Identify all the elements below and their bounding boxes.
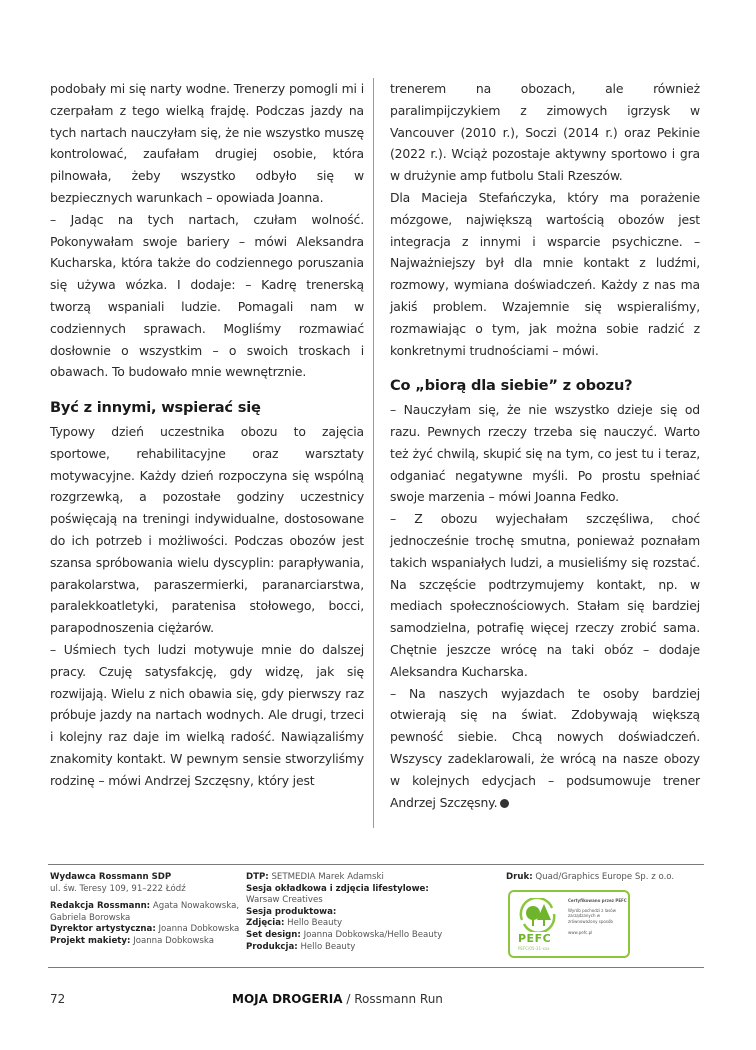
dtp-label: DTP:	[246, 872, 269, 882]
paragraph-text: – Na naszych wyjazdach te osoby bardziej otwierają się na świat. Zdobywają większą pewność siebie. Chcą nowych doświadczeń. Wszyscy zadeklarowali, że wrócą na nasze obozy w kolejnych edycjach – podsumowuje trener Andrzej Szczęsny.	[390, 685, 700, 810]
paragraph: – Nauczyłam się, że nie wszystko dzieje się od razu. Pewnych rzeczy trzeba się nauczyć. Warto też żyć chwilą, skupić się na tym, co jest tu i teraz, odganiać negatywne myśli. Po prostu spełniać swoje marzenia – mówi Joanna Fedko.	[390, 402, 700, 505]
editorial-value: Agata Nowakowska, Gabriela Borowska	[50, 901, 240, 923]
paragraph	[390, 683, 700, 814]
paragraph: – Jadąc na tych nartach, czułam wolność. Pokonywałam swoje bariery – mówi Aleksandra Kucharska, która także do codziennego poruszania się używa wózka. I dodaje: – Kadrę trenerską tworzą wspaniali ludzie. Pomagali nam w codziennych sprawach. Mogliśmy rozmawiać dosłownie o wszystkim – o swoich troskach i obawach. To budowało mnie wewnętrznie.	[50, 211, 364, 380]
colophon-credits	[246, 872, 476, 953]
paragraph: – Uśmiech tych ludzi motywuje mnie do dalszej pracy. Czuję satysfakcję, gdy widzę, jak się rozwijają. Wielu z nich obawia się, gdy pierwszy raz próbuje jazdy na nartach wodnych. Ale drugi, trzeci i kolejny raz daje im wielką radość. Nawiązaliśmy znakomity kontakt. W pewnym sensie stworzyliśmy rodzinę – mówi Andrzej Szczęsny, który jest	[50, 641, 364, 788]
production-label: Produkcja:	[246, 941, 298, 952]
footer-separator: /	[342, 992, 355, 1006]
colophon-print	[506, 872, 716, 884]
pefc-trees-icon	[518, 898, 558, 932]
layout-label: Projekt makiety:	[50, 935, 131, 946]
colophon-bottom-rule	[48, 967, 704, 968]
pefc-description	[568, 898, 628, 936]
article-left-column	[50, 78, 364, 792]
colophon-top-rule	[48, 864, 704, 865]
editorial-label: Redakcja Rossmann:	[50, 901, 151, 912]
paragraph: podobały mi się narty wodne. Trenerzy pomogli mi i czerpałam z tego wielką frajdę. Podczas jazdy na tych nartach nauczyłam się, że nie wszystko muszę kontrolować, zaufałam drugiej osobie, która pilnowała, żeby wszystko odbyło się w bezpiecznych warunkach – opowiada Joanna.	[50, 81, 364, 205]
section-heading: Być z innymi, wspierać się	[50, 399, 261, 417]
pefc-code: PEFC/05-31-xxx	[518, 946, 550, 951]
production-value: Hello Beauty	[300, 941, 356, 952]
section-heading: Co „biorą dla siebie” z obozu?	[390, 377, 633, 395]
photos-label: Zdjęcia:	[246, 918, 285, 929]
paragraph: – Z obozu wyjechałam szczęśliwa, choć jednocześnie trochę smutna, ponieważ poznałam takich wspaniałych ludzi, a musieliśmy się rozstać. Na szczęście podtrzymujemy kontakt, np. w mediach społecznościowych. Stałam się bardziej samodzielna, potrafię więcej rzeczy zrobić sama. Chętnie jeszcze wrócę na taki obóz – dodaje Aleksandra Kucharska.	[390, 511, 700, 679]
cover-session-label: Sesja okładkowa i zdjęcia lifestylowe:	[246, 883, 429, 894]
article-right-column	[390, 78, 700, 813]
set-design-value: Joanna Dobkowska/Hello Beauty	[303, 929, 443, 940]
paragraph: trenerem na obozach, ale również paralimpijczykiem z zimowych igrzysk w Vancouver (2010 r.), Soczi (2014 r.) oraz Pekinie (2022 r.). Wciąż pozostaje aktywny sportowo i gra w drużynie amp futbolu Stali Rzeszów.	[390, 81, 700, 184]
end-of-article-icon	[500, 799, 509, 808]
pefc-name: PEFC	[518, 932, 552, 945]
set-design-label: Set design:	[246, 929, 301, 940]
art-director-value: Joanna Dobkowska	[158, 924, 240, 935]
page-number: 72	[50, 992, 66, 1006]
column-divider	[373, 78, 374, 828]
print-label: Druk:	[506, 872, 533, 882]
dtp-value: SETMEDIA Marek Adamski	[271, 872, 384, 882]
pefc-certified-label: Certyfikowano przez PEFC	[568, 898, 627, 903]
pefc-certification-badge	[508, 890, 630, 958]
layout-value: Joanna Dobkowska	[133, 935, 214, 946]
print-value: Quad/Graphics Europe Sp. z o.o.	[535, 872, 675, 882]
paragraph: Typowy dzień uczestnika obozu to zajęcia sportowe, rehabilitacyjne oraz warsztaty motywacyjne. Każdy dzień rozpoczyna się wspólną rozgrzewką, a pozostałe godziny uczestnicy poświęcają na treningi indywidualne, dostosowane do ich potrzeb i możliwości. Podczas obozów jest szansa spróbowania wielu dyscyplin: parapływania, parakolarstwa, paraszermierki, paranarciarstwa, paralekkoatletyki, paratenisa stołowego, bocci, parapodnoszenia ciężarów.	[50, 423, 364, 636]
pefc-text: Wyrób pochodzi z lasów zarządzanych w zrównoważony sposób	[568, 907, 616, 924]
publisher-address: ul. św. Teresy 109, 91–222 Łódź	[50, 883, 186, 894]
colophon-publisher	[50, 872, 250, 948]
publisher-name: Wydawca Rossmann SDP	[50, 872, 172, 882]
running-footer	[232, 992, 443, 1006]
paragraph: Dla Macieja Stefańczyka, który ma porażenie mózgowe, największą wartością obozów jest integracja z innymi i wsparcie psychiczne. – Najważniejszy był dla mnie kontakt z ludźmi, rozmowy, wymiana doświadczeń. Każdy z nas ma jakiś problem. Wzajemnie się wspieraliśmy, rozmawiając o tym, jak można sobie radzić z konkretnymi trudnościami – mówi.	[390, 189, 700, 358]
photos-value: Hello Beauty	[287, 918, 343, 929]
product-session-label: Sesja produktowa:	[246, 906, 337, 917]
pefc-url: www.pefc.pl	[568, 930, 593, 936]
art-director-label: Dyrektor artystyczna:	[50, 924, 156, 935]
cover-session-value: Warsaw Creatives	[246, 895, 323, 906]
section-name: Rossmann Run	[354, 992, 443, 1006]
magazine-name: MOJA DROGERIA	[232, 992, 343, 1006]
